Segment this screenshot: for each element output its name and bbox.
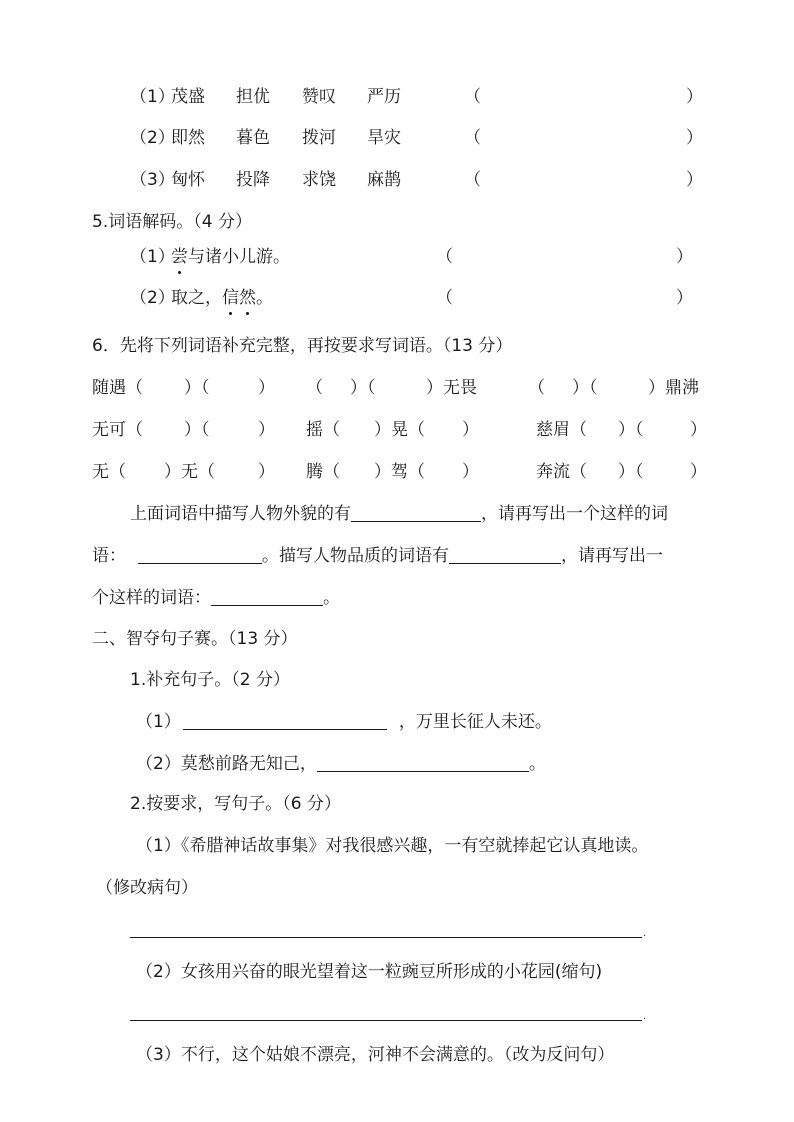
answer-close-paren: ） [686, 170, 703, 190]
idiom-part: ）无（ [164, 462, 215, 482]
word: 赞叹 [302, 87, 336, 107]
word: 旱灾 [367, 128, 401, 148]
idiom-part: ）（ [618, 420, 644, 440]
item-number: （2） [130, 288, 175, 308]
s2-q1-row-1 [136, 710, 552, 734]
item-number: （1） [136, 712, 181, 732]
paragraph-text: ，请再写出一 [561, 546, 663, 566]
fill-blank-quality-word[interactable] [211, 587, 323, 606]
idiom-part: 无（ [92, 462, 126, 482]
item-number: （1） [130, 87, 175, 107]
idiom-part: 腾（ [306, 462, 340, 482]
idiom-part: ） [690, 420, 707, 440]
item-number: （2） [130, 128, 175, 148]
word: 投降 [236, 170, 270, 190]
item-number: （2） [136, 754, 181, 774]
answer-close-paren: ） [676, 288, 693, 308]
idiom-part: 无可（ [92, 420, 143, 440]
answer-open-paren: （ [436, 288, 453, 308]
idiom-part: ）（ [184, 420, 210, 440]
idiom-part: ）（ [572, 378, 598, 398]
line-end-period: . [643, 928, 647, 939]
idiom-part: ） [462, 462, 479, 482]
answer-close-paren: ） [686, 87, 703, 107]
q6-paragraph-line-2 [92, 544, 663, 568]
idiom-part: ） [690, 462, 707, 482]
idiom-part: ）鼎沸 [648, 378, 699, 398]
idiom-part: ）无畏 [426, 378, 477, 398]
idiom-part: ）晃（ [374, 420, 425, 440]
idiom-part: （ [528, 378, 545, 398]
answer-open-paren: （ [464, 87, 481, 107]
paragraph-text: 上面词语中描写人物外貌的有 [130, 504, 351, 524]
answer-close-paren: ） [676, 247, 693, 267]
word: 麻鹊 [367, 170, 401, 190]
q6-paragraph-line-1 [130, 502, 668, 526]
word: 严历 [367, 87, 401, 107]
paragraph-text: 。描写人物品质的词语有 [262, 546, 449, 566]
item-number: （3） [130, 170, 175, 190]
paragraph-text: 个这样的词语： [92, 588, 211, 608]
sentence-text: 取之， [171, 288, 222, 308]
idiom-part: ）驾（ [374, 462, 425, 482]
s2-q2-row-3: （3）不行，这个姑娘不漂亮，河神不会满意的。（改为反问句） [136, 1045, 615, 1065]
q6-paragraph-line-3 [92, 586, 340, 610]
q5-title: 5.词语解码。（4 分） [92, 212, 252, 232]
sentence-text: 与诸小儿游。 [188, 247, 290, 267]
word: 即然 [171, 128, 205, 148]
word: 担优 [236, 87, 270, 107]
poem-text: 。 [528, 754, 546, 774]
idiom-part: ） [462, 420, 479, 440]
idiom-part: ） [258, 378, 275, 398]
answer-open-paren: （ [464, 128, 481, 148]
idiom-part: ）（ [350, 378, 376, 398]
answer-line-2[interactable] [130, 1020, 642, 1021]
word: 拨河 [302, 128, 336, 148]
poem-text: 莫愁前路无知己， [180, 754, 317, 774]
paragraph-text: 。 [323, 588, 340, 608]
dotted-char: 然 [239, 288, 256, 308]
fill-blank-poem-line[interactable] [183, 711, 387, 730]
dotted-char: 信 [222, 288, 239, 308]
idiom-part: 随遇（ [92, 378, 143, 398]
section-2-title: 二、智夺句子赛。（13 分） [92, 629, 298, 649]
q6-title: 6．先将下列词语补充完整，再按要求写词语。（13 分） [92, 336, 513, 356]
idiom-part: ）（ [184, 378, 210, 398]
s2-q1-row-2 [136, 752, 546, 776]
s2-q1-title: 1.补充句子。（2 分） [130, 670, 290, 690]
s2-q2-row-1: （1）《希腊神话故事集》对我很感兴趣，一有空就捧起它认真地读。 [136, 836, 649, 856]
word: 茂盛 [171, 87, 205, 107]
s2-q2-row-1-cont: （修改病句） [96, 878, 198, 898]
item-number: （1） [130, 247, 175, 267]
fill-blank-appearance-word[interactable] [138, 545, 262, 564]
word: 匈怀 [171, 170, 205, 190]
idiom-part: 慈眉（ [536, 420, 587, 440]
dotted-char: 尝 [171, 247, 188, 267]
fill-blank-appearance[interactable] [351, 503, 481, 522]
word: 暮色 [236, 128, 270, 148]
idiom-part: ） [258, 420, 275, 440]
idiom-part: 奔流（ [536, 462, 587, 482]
paragraph-text: 语： [92, 546, 126, 566]
idiom-part: ）（ [618, 462, 644, 482]
poem-text: ，万里长征人未还。 [398, 712, 552, 732]
idiom-part: （ [306, 378, 323, 398]
s2-q2-title: 2.按要求，写句子。（6 分） [130, 794, 341, 814]
idiom-part: 摇（ [306, 420, 340, 440]
answer-open-paren: （ [436, 247, 453, 267]
idiom-part: ） [258, 462, 275, 482]
answer-open-paren: （ [464, 170, 481, 190]
paragraph-text: ，请再写出一个这样的词 [481, 504, 668, 524]
line-end-period: . [643, 1011, 647, 1022]
answer-line-1[interactable] [130, 937, 642, 938]
s2-q2-row-2: （2）女孩用兴奋的眼光望着这一粒豌豆所形成的小花园(缩句) [136, 962, 603, 982]
answer-close-paren: ） [686, 128, 703, 148]
sentence-text: 。 [256, 288, 273, 308]
sentence [171, 286, 273, 310]
fill-blank-quality[interactable] [449, 545, 561, 564]
sentence [171, 245, 290, 269]
word: 求饶 [302, 170, 336, 190]
fill-blank-poem-line-2[interactable] [317, 753, 529, 772]
